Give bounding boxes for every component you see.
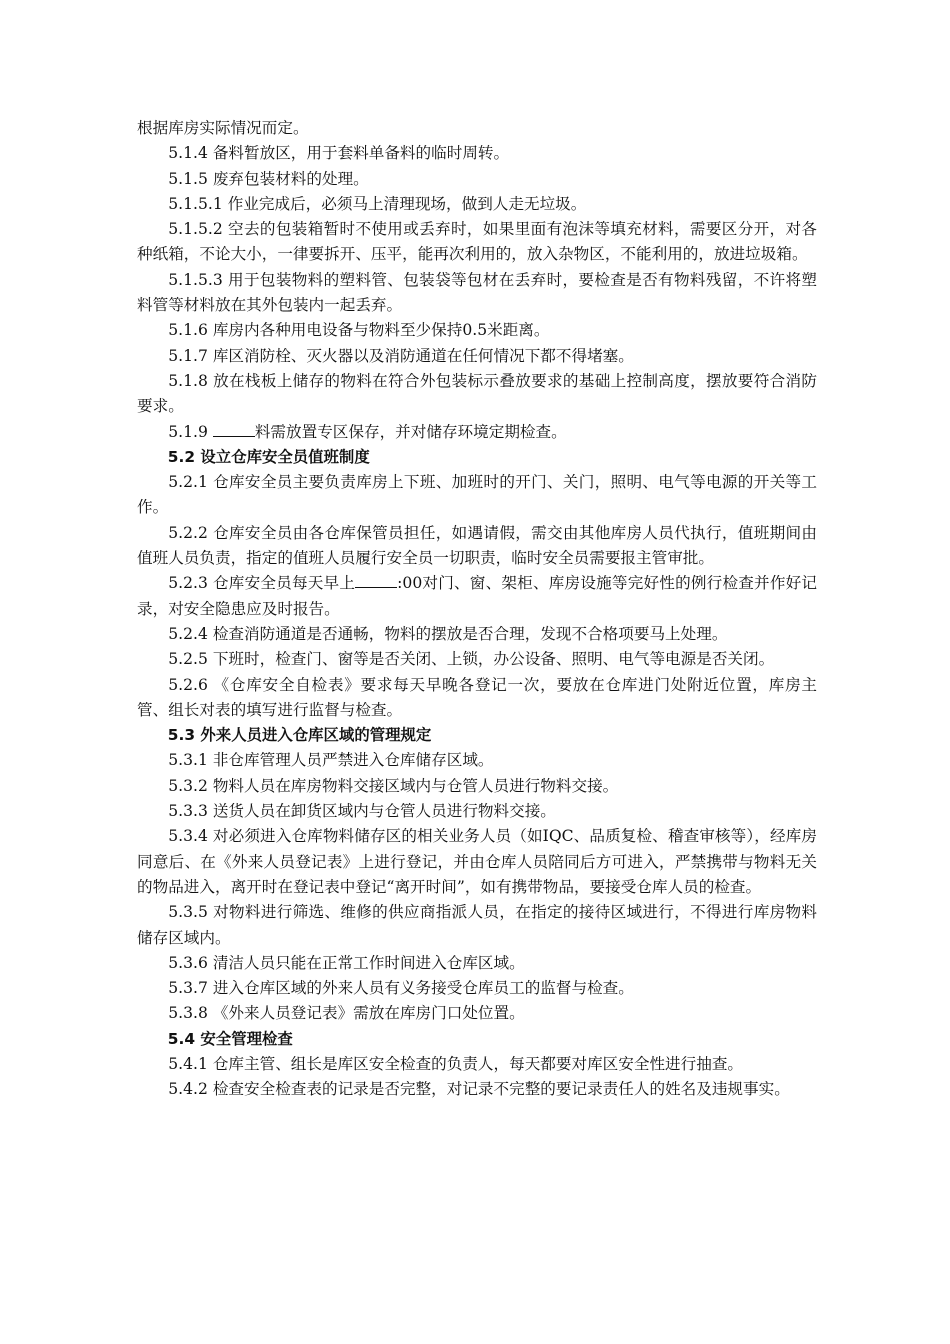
paragraph-5-2-6: 5.2.6 《仓库安全自检表》要求每天早晚各登记一次，要放在仓库进门处附近位置，库房主管、组长对表的填写进行监督与检查。 xyxy=(137,675,817,719)
paragraph-5-1-7: 5.1.7 库区消防栓、灭火器以及消防通道在任何情况下都不得堵塞。 xyxy=(168,346,634,365)
paragraph-5-3-8: 5.3.8 《外来人员登记表》需放在库房门口处位置。 xyxy=(168,1004,525,1023)
paragraph-5-3-2: 5.3.2 物料人员在库房物料交接区域内与仓管人员进行物料交接。 xyxy=(168,776,619,795)
paragraph-text: 5.2.3 仓库安全员每天早上 xyxy=(168,574,356,593)
paragraph-text: :00对门、窗、架柜、库房设施等完好性的例行检查并作好记录，对安全隐患应及时报告。 xyxy=(137,574,817,618)
fill-in-blank xyxy=(355,572,397,589)
paragraph-5-1-5: 5.1.5 废弃包装材料的处理。 xyxy=(168,169,369,188)
paragraph-5-3-5: 5.3.5 对物料进行筛选、维修的供应商指派人员，在指定的接待区域进行，不得进行库房物料储存区域内。 xyxy=(137,903,817,947)
paragraph-5-3-3: 5.3.3 送货人员在卸货区域内与仓管人员进行物料交接。 xyxy=(168,802,556,821)
paragraph-text: 5.1.9 xyxy=(168,422,213,441)
paragraph-5-3-1: 5.3.1 非仓库管理人员严禁进入仓库储存区域。 xyxy=(168,751,494,770)
paragraph-5-2-2: 5.2.2 仓库安全员由各仓库保管员担任，如遇请假，需交由其他库房人员代执行，值班期间由值班人员负责，指定的值班人员履行安全员一切职责，临时安全员需要报主管审批。 xyxy=(137,523,817,568)
paragraph-5-2-4: 5.2.4 检查消防通道是否通畅，物料的摆放是否合理，发现不合格项要马上处理。 xyxy=(168,624,728,643)
paragraph: 根据库房实际情况而定。 xyxy=(137,119,309,137)
paragraph-5-3-4: 5.3.4 对必须进入仓库物料储存区的相关业务人员（如IQC、品质复检、稽查审核等），经库房同意后、在《外来人员登记表》上进行登记，并由仓库人员陪同后方可进入，严禁携带与物料无关的物品进入，离开时在登记表中登记“离开时间”，如有携带物品，要接受仓库人员的检查。 xyxy=(137,827,817,896)
paragraph-5-2-3 xyxy=(137,571,817,622)
paragraph-5-2-1: 5.2.1 仓库安全员主要负责库房上下班、加班时的开门、关门，照明、电气等电源的开关等工作。 xyxy=(137,473,817,517)
paragraph-5-2-5: 5.2.5 下班时，检查门、窗等是否关闭、上锁，办公设备、照明、电气等电源是否关闭。 xyxy=(168,650,775,669)
paragraph-5-3-7: 5.3.7 进入仓库区域的外来人员有义务接受仓库员工的监督与检查。 xyxy=(168,979,634,998)
paragraph-5-1-8: 5.1.8 放在栈板上储存的物料在符合外包装标示叠放要求的基础上控制高度，摆放要符合消防要求。 xyxy=(137,371,817,416)
fill-in-blank xyxy=(213,420,255,437)
section-heading-5-4: 5.4 安全管理检查 xyxy=(167,1029,293,1048)
paragraph-5-1-5-3: 5.1.5.3 用于包装物料的塑料管、包装袋等包材在丢弃时，要检查是否有物料残留，不许将塑料管等材料放在其外包装内一起丢弃。 xyxy=(137,270,817,315)
section-heading-5-2: 5.2 设立仓库安全员值班制度 xyxy=(167,447,370,466)
paragraph-5-1-6: 5.1.6 库房内各种用电设备与物料至少保持0.5米距离。 xyxy=(168,321,550,340)
paragraph-5-1-9 xyxy=(137,420,817,445)
document-page xyxy=(137,116,817,1103)
section-heading-5-3: 5.3 外来人员进入仓库区域的管理规定 xyxy=(167,726,432,745)
paragraph-5-3-6: 5.3.6 清洁人员只能在正常工作时间进入仓库区域。 xyxy=(168,953,525,972)
paragraph-5-4-1: 5.4.1 仓库主管、组长是库区安全检查的负责人，每天都要对库区安全性进行抽查。 xyxy=(168,1054,744,1073)
paragraph-5-1-5-1: 5.1.5.1 作业完成后，必须马上清理现场，做到人走无垃圾。 xyxy=(168,194,587,213)
paragraph-5-1-5-2: 5.1.5.2 空去的包装箱暂时不使用或丢弃时，如果里面有泡沫等填充材料，需要区分开，对各种纸箱，不论大小，一律要拆开、压平，能再次利用的，放入杂物区，不能利用的，放进垃圾箱。 xyxy=(137,220,817,264)
paragraph-text: 料需放置专区保存，并对储存环境定期检查。 xyxy=(254,422,567,441)
paragraph-5-4-2: 5.4.2 检查安全检查表的记录是否完整，对记录不完整的要记录责任人的姓名及违规事实。 xyxy=(168,1080,790,1099)
paragraph-5-1-4: 5.1.4 备料暂放区，用于套料单备料的临时周转。 xyxy=(168,144,510,163)
